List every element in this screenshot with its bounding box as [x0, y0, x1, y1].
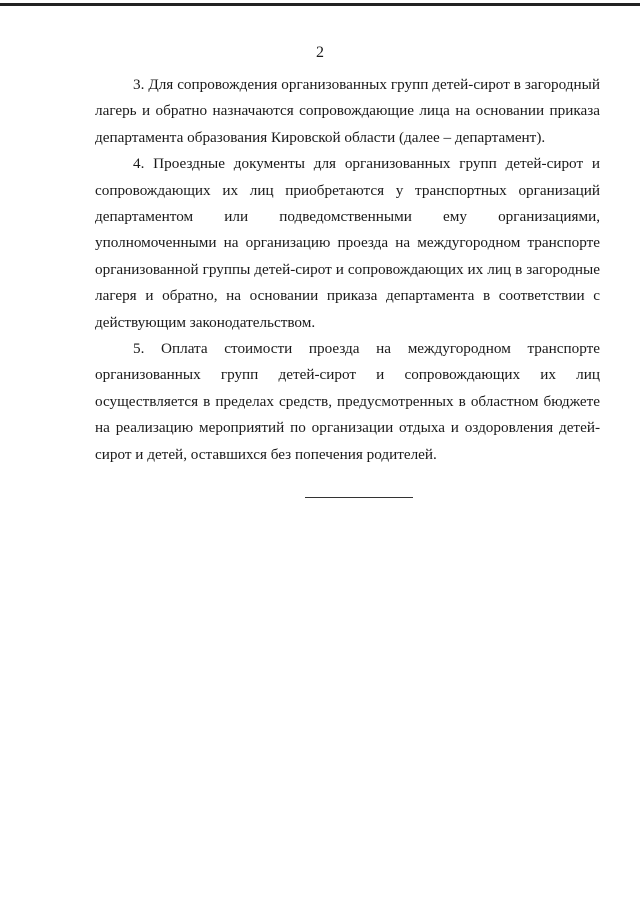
closing-divider-line: [305, 497, 413, 498]
paragraph-4: 4. Проездные документы для организованных групп детей-сирот и сопровождающих их лиц приобретаются у транспортных организаций департаментом или подведомственными ему организациями, уполномоченными на организацию проезда на междугородном транспорте организованной группы детей-сирот и сопровождающих их лиц в загородные лагеря и обратно, на основании приказа департамента в соответствии с действующим законодательством.: [95, 155, 600, 331]
document-body: [95, 72, 600, 468]
page-number: 2: [316, 44, 324, 61]
paragraph-5: 5. Оплата стоимости проезда на междугородном транспорте организованных групп детей-сирот и сопровождающих их лиц осуществляется в пределах средств, предусмотренных в областном бюджете на реализацию мероприятий по организации отдыха и оздоровления детей-сирот и детей, оставшихся без попечения родителей.: [95, 340, 600, 463]
top-border-line: [0, 3, 640, 6]
paragraph-3: 3. Для сопровождения организованных групп детей-сирот в загородный лагерь и обратно назначаются сопровождающие лица на основании приказа департамента образования Кировской области (далее – департамент).: [95, 76, 600, 146]
